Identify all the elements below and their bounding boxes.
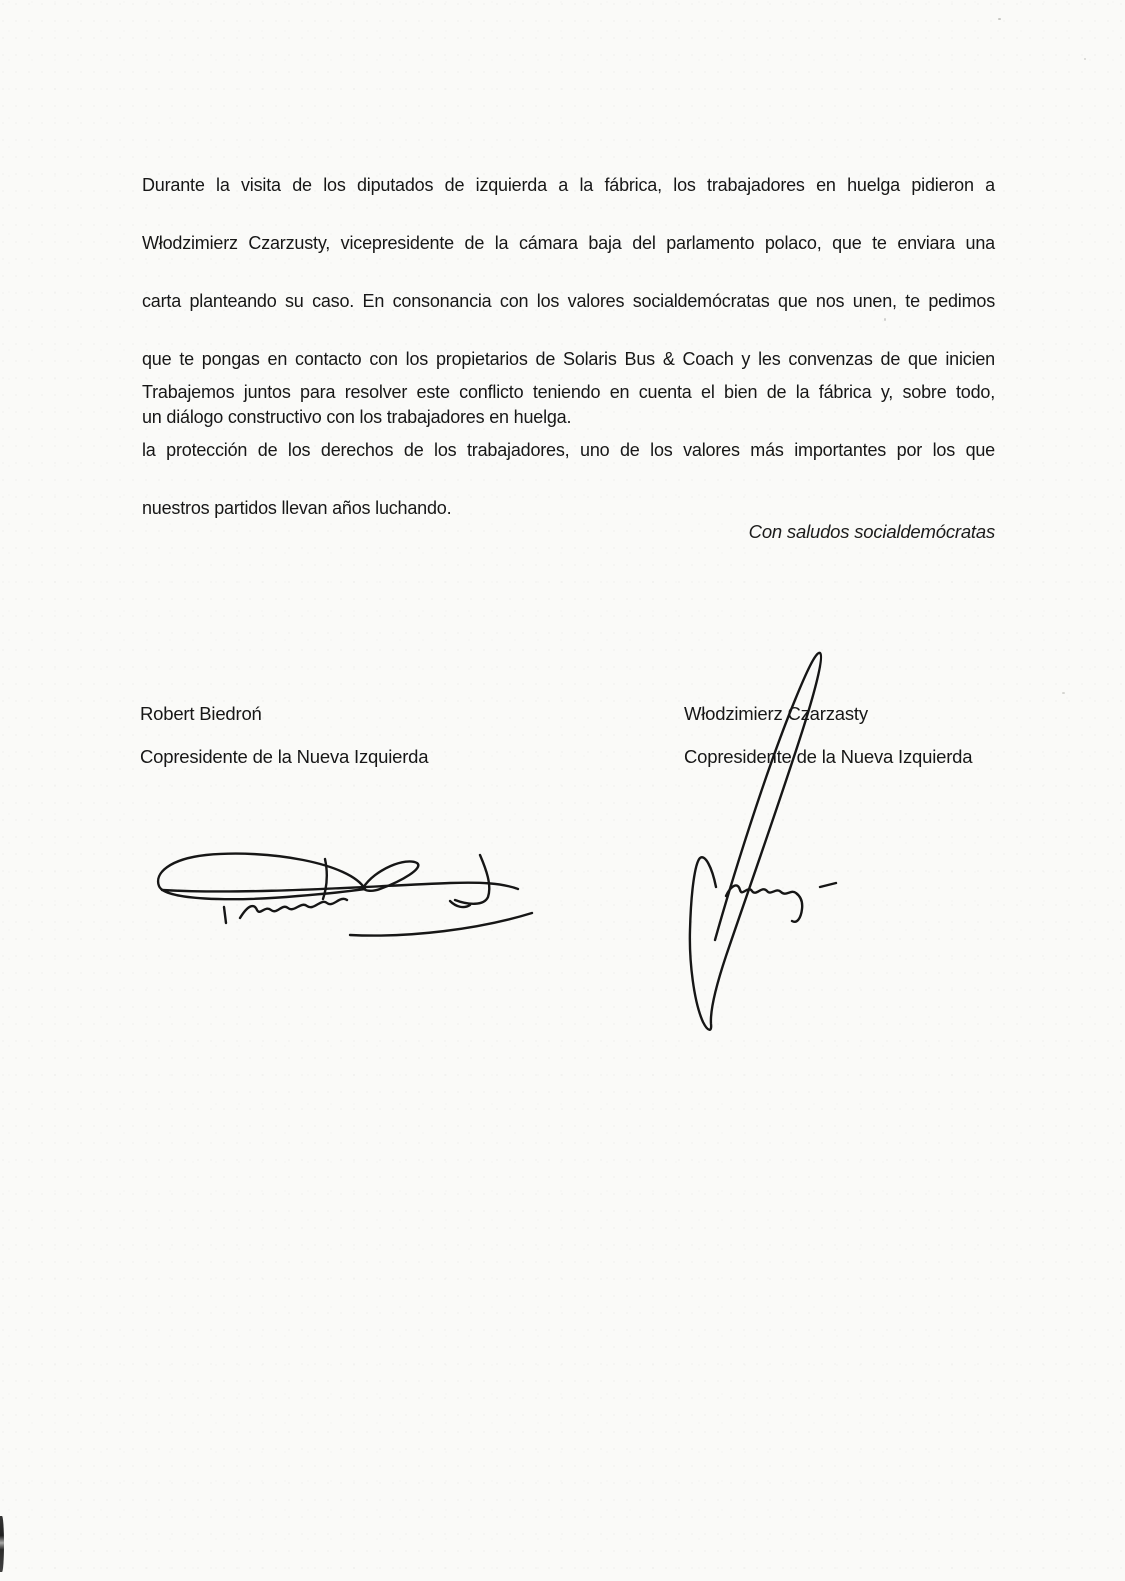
paragraph-line: Trabajemos juntos para resolver este conflicto teniendo en cuenta el bien de la fábrica y, sobre todo, [142,382,995,402]
robert-biedron-signature [150,843,540,943]
scan-edge-smudge [0,1516,4,1572]
scan-speck [1062,692,1065,694]
scan-speck [998,18,1001,20]
closing-salutation: Con saludos socialdemócratas [748,521,995,542]
paragraph-line: la protección de los derechos de los trabajadores, uno de los valores más importantes por los que [142,440,995,460]
signatory-name-right: Włodzimierz Czarzasty [684,703,868,724]
body-paragraph-2 [142,378,995,523]
paragraph-line: Durante la visita de los diputados de izquierda a la fábrica, los trabajadores en huelga pidieron a [142,175,995,195]
wlodzimierz-czarzasty-signature [663,638,848,1038]
signatory-name-left: Robert Biedroń [140,703,262,724]
paragraph-line: nuestros partidos llevan años luchando. [142,498,452,518]
signatory-title-left: Copresidente de la Nueva Izquierda [140,746,429,767]
scan-speck [1084,58,1086,60]
paragraph-line: carta planteando su caso. En consonancia con los valores socialdemócratas que nos unen, te pedimos [142,291,995,311]
signatory-title-right: Copresidente de la Nueva Izquierda [684,746,973,767]
paragraph-line: que te pongas en contacto con los propietarios de Solaris Bus & Coach y les convenzas de que inicien [142,349,995,369]
paragraph-line: un diálogo constructivo con los trabajadores en huelga. [142,407,572,427]
scan-speck [884,318,886,321]
paragraph-line: Włodzimierz Czarzusty, vicepresidente de la cámara baja del parlamento polaco, que te enviara una [142,233,995,253]
